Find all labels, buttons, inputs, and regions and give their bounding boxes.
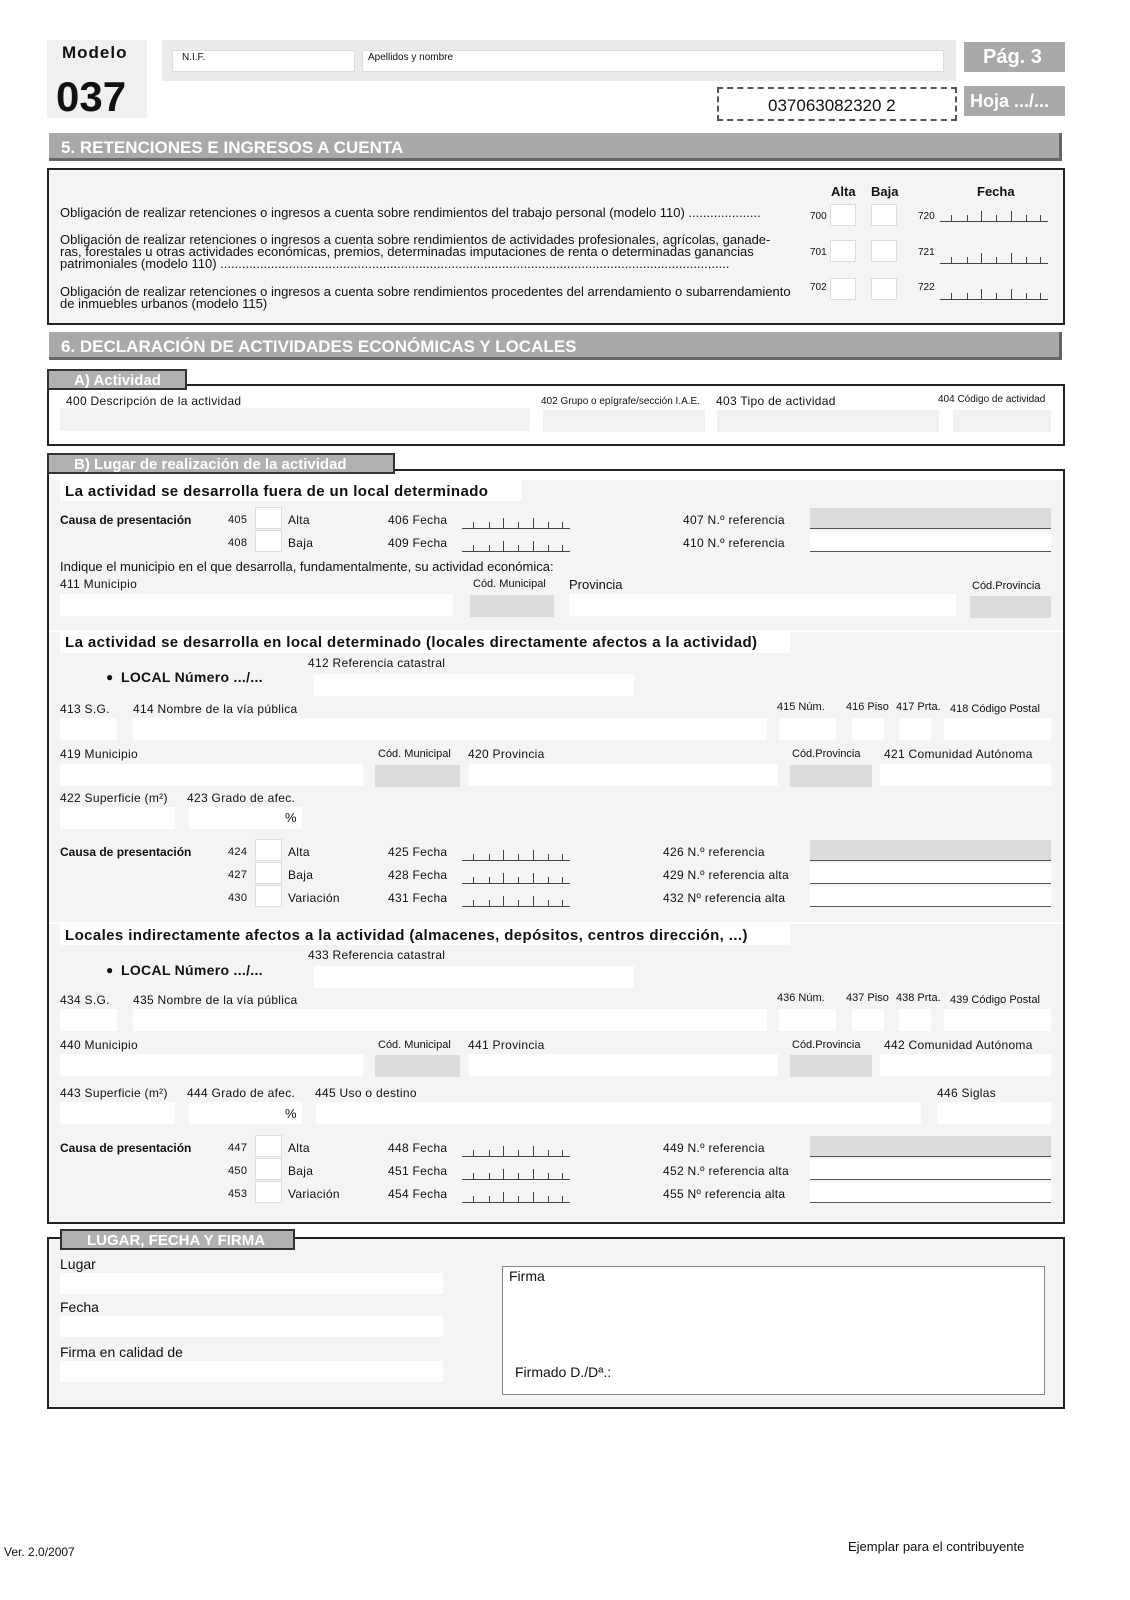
indir-codprov-field[interactable] [790, 1055, 872, 1077]
superficie-443-field[interactable] [60, 1102, 175, 1124]
descripcion-actividad-field[interactable] [60, 408, 530, 431]
baja-701-box[interactable] [871, 240, 897, 262]
local-codmun-field[interactable] [375, 765, 460, 787]
code-702: 702 [810, 282, 827, 293]
label-451: 451 Fecha [388, 1164, 448, 1178]
label-409: 409 Fecha [388, 536, 448, 550]
label-442: 442 Comunidad Autónoma [884, 1038, 1033, 1052]
piso-416-field[interactable] [852, 718, 884, 740]
fuera-alta: Alta [288, 513, 310, 527]
codigo-actividad-field[interactable] [953, 410, 1051, 432]
sg-413-field[interactable] [60, 718, 117, 740]
label-448: 448 Fecha [388, 1141, 448, 1155]
label-444: 444 Grado de afec. [187, 1086, 296, 1100]
alta-700-box[interactable] [830, 204, 856, 226]
fecha-451-field[interactable] [462, 1168, 570, 1180]
firma-tab: LUGAR, FECHA Y FIRMA [60, 1229, 295, 1250]
uso-445-field[interactable] [316, 1102, 921, 1124]
referencia-452-field[interactable] [810, 1159, 1051, 1180]
label-415: 415 Núm. [777, 701, 825, 713]
fecha-409-field[interactable] [462, 540, 570, 552]
fuera-prov-label: Provincia [569, 577, 623, 592]
sec5-baja-header: Baja [871, 184, 899, 199]
alta-701-box[interactable] [830, 240, 856, 262]
label-425: 425 Fecha [388, 845, 448, 859]
municipio-419-field[interactable] [60, 764, 363, 786]
code-700: 700 [810, 211, 827, 222]
indir-causa: Causa de presentación [60, 1141, 192, 1155]
ref-catastral-433-field[interactable] [314, 966, 634, 988]
label-431: 431 Fecha [388, 891, 448, 905]
label-418: 418 Código Postal [950, 703, 1040, 715]
label-445: 445 Uso o destino [315, 1086, 417, 1100]
firmado-label: Firmado D./Dª.: [515, 1364, 612, 1380]
label-404: 404 Código de actividad [938, 394, 1046, 405]
referencia-432-field[interactable] [810, 886, 1051, 907]
comunidad-421-field[interactable] [880, 764, 1051, 786]
cp-418-field[interactable] [944, 718, 1051, 740]
prta-417-field[interactable] [899, 718, 931, 740]
indir-alta: Alta [288, 1141, 310, 1155]
pag-text: Pág. 3 [983, 46, 1042, 68]
indir-variacion: Variación [288, 1187, 340, 1201]
referencia-449-field[interactable] [810, 1136, 1051, 1157]
label-417: 417 Prta. [896, 701, 941, 713]
local-codprov-label: Cód.Provincia [792, 748, 861, 760]
label-419: 419 Municipio [60, 747, 138, 761]
code-721: 721 [918, 247, 935, 258]
code-408: 408 [228, 537, 248, 549]
fecha-425-field[interactable] [462, 849, 570, 861]
indir-bullet-icon: ● [106, 963, 114, 977]
superficie-422-field[interactable] [60, 807, 175, 829]
check-447[interactable] [255, 1135, 282, 1157]
label-429: 429 N.º referencia alta [663, 868, 790, 882]
code-453: 453 [228, 1188, 248, 1200]
sec5-row1-text: Obligación de realizar retenciones o ingresos a cuenta sobre rendimientos del trabajo personal (modelo 110) .................... [60, 205, 761, 220]
code-424: 424 [228, 846, 248, 858]
local-baja: Baja [288, 868, 314, 882]
fuera-codmun-field[interactable] [470, 595, 554, 617]
indir-title: Locales indirectamente afectos a la actividad (almacenes, depósitos, centros dirección, ...) [65, 927, 748, 944]
local-num: LOCAL Número .../... [121, 669, 263, 685]
municipio-440-field[interactable] [60, 1054, 363, 1076]
check-408[interactable] [255, 530, 282, 552]
sec5-fecha-header: Fecha [977, 184, 1015, 199]
check-427[interactable] [255, 862, 282, 884]
fuera-indique: Indique el municipio en el que desarrolla, fundamentalmente, su actividad económica: [60, 559, 554, 574]
label-432: 432 Nº referencia alta [663, 891, 786, 905]
fecha-406-field[interactable] [462, 517, 570, 529]
fecha-721-field[interactable] [940, 252, 1048, 264]
label-400: 400 Descripción de la actividad [66, 394, 242, 408]
label-449: 449 N.º referencia [663, 1141, 765, 1155]
baja-702-box[interactable] [871, 278, 897, 300]
label-426: 426 N.º referencia [663, 845, 765, 859]
label-440: 440 Municipio [60, 1038, 138, 1052]
label-433: 433 Referencia catastral [308, 948, 446, 962]
cp-439-field[interactable] [944, 1009, 1051, 1031]
label-435: 435 Nombre de la vía pública [133, 993, 298, 1007]
label-411: 411 Municipio [60, 577, 138, 591]
label-416: 416 Piso [846, 701, 889, 713]
fecha-firma-field[interactable] [60, 1316, 443, 1337]
sec5-alta-header: Alta [831, 184, 856, 199]
sec5-title: 5. RETENCIONES E INGRESOS A CUENTA [49, 133, 1062, 161]
fecha-firma-label: Fecha [60, 1299, 99, 1315]
via-414-field[interactable] [133, 718, 767, 740]
piso-437-field[interactable] [852, 1009, 884, 1031]
indir-baja: Baja [288, 1164, 314, 1178]
local-alta: Alta [288, 845, 310, 859]
code-701: 701 [810, 247, 827, 258]
referencia-429-field[interactable] [810, 863, 1051, 884]
label-437: 437 Piso [846, 992, 889, 1004]
label-421: 421 Comunidad Autónoma [884, 747, 1033, 761]
modelo-label: Modelo [62, 43, 128, 62]
label-434: 434 S.G. [60, 993, 110, 1007]
label-423: 423 Grado de afec. [187, 791, 296, 805]
lugar-field[interactable] [60, 1273, 443, 1294]
via-435-field[interactable] [133, 1009, 767, 1031]
epigrafe-field[interactable] [543, 410, 705, 432]
label-452: 452 N.º referencia alta [663, 1164, 790, 1178]
label-441: 441 Provincia [468, 1038, 545, 1052]
alta-702-box[interactable] [830, 278, 856, 300]
referencia-407-field[interactable] [810, 508, 1051, 529]
version-text: Ver. 2.0/2007 [4, 1545, 75, 1559]
sec5-row3-line2: de inmuebles urbanos (modelo 115) [60, 296, 268, 311]
check-453[interactable] [255, 1181, 282, 1203]
referencia-410-field[interactable] [810, 532, 1051, 552]
label-439: 439 Código Postal [950, 994, 1040, 1006]
indir-codprov-label: Cód.Provincia [792, 1039, 861, 1051]
barcode-code: 037063082320 2 [768, 96, 896, 115]
fuera-title: La actividad se desarrolla fuera de un local determinado [65, 483, 489, 500]
check-405[interactable] [255, 507, 282, 529]
local-causa: Causa de presentación [60, 845, 192, 859]
actividad-tab: A) Actividad [47, 369, 187, 390]
referencia-455-field[interactable] [810, 1182, 1051, 1203]
local-codmun-label: Cód. Municipal [378, 748, 451, 760]
label-436: 436 Núm. [777, 992, 825, 1004]
fuera-baja: Baja [288, 536, 314, 550]
code-447: 447 [228, 1142, 248, 1154]
label-446: 446 Siglas [937, 1086, 997, 1100]
local-variacion: Variación [288, 891, 340, 905]
code-427: 427 [228, 869, 248, 881]
label-422: 422 Superficie (m²) [60, 791, 168, 805]
label-414: 414 Nombre de la vía pública [133, 702, 298, 716]
check-430[interactable] [255, 885, 282, 907]
fecha-722-field[interactable] [940, 288, 1048, 300]
label-443: 443 Superficie (m²) [60, 1086, 168, 1100]
municipio-411-field[interactable] [60, 594, 453, 616]
label-412: 412 Referencia catastral [308, 656, 446, 670]
label-407: 407 N.º referencia [683, 513, 785, 527]
modelo-number: 037 [56, 73, 127, 120]
label-428: 428 Fecha [388, 868, 448, 882]
sec5-row2-line1: Obligación de realizar retenciones o ingresos a cuenta sobre rendimientos de actividades profesionales, agrícolas, ganade- [60, 232, 771, 247]
fuera-codprov-label: Cód.Provincia [972, 580, 1041, 592]
num-415-field[interactable] [779, 718, 836, 740]
siglas-446-field[interactable] [937, 1102, 1051, 1124]
label-455: 455 Nº referencia alta [663, 1187, 786, 1201]
referencia-426-field[interactable] [810, 840, 1051, 861]
tipo-actividad-field[interactable] [717, 410, 939, 432]
fecha-448-field[interactable] [462, 1145, 570, 1157]
check-424[interactable] [255, 839, 282, 861]
hoja-text: Hoja .../... [970, 91, 1050, 111]
indir-codmun-label: Cód. Municipal [378, 1039, 451, 1051]
fecha-720-field[interactable] [940, 210, 1048, 222]
firma-label: Firma [509, 1268, 545, 1284]
indir-pct: % [285, 1106, 297, 1121]
code-722: 722 [918, 282, 935, 293]
calidad-field[interactable] [60, 1361, 443, 1382]
fecha-454-field[interactable] [462, 1191, 570, 1203]
code-430: 430 [228, 892, 248, 904]
comunidad-442-field[interactable] [880, 1054, 1051, 1076]
label-420: 420 Provincia [468, 747, 545, 761]
ref-catastral-412-field[interactable] [314, 674, 634, 696]
baja-700-box[interactable] [871, 204, 897, 226]
sg-434-field[interactable] [60, 1009, 117, 1031]
prta-438-field[interactable] [899, 1009, 931, 1031]
label-406: 406 Fecha [388, 513, 448, 527]
check-450[interactable] [255, 1158, 282, 1180]
label-403: 403 Tipo de actividad [716, 394, 836, 408]
label-438: 438 Prta. [896, 992, 941, 1004]
sec5-row2-line3: patrimoniales (modelo 110) ............................................................................................................................................. [60, 256, 730, 271]
label-413: 413 S.G. [60, 702, 110, 716]
label-410: 410 N.º referencia [683, 536, 785, 550]
num-436-field[interactable] [779, 1009, 836, 1031]
indir-codmun-field[interactable] [375, 1055, 460, 1077]
fuera-prov-field[interactable] [569, 594, 956, 616]
code-405: 405 [228, 514, 248, 526]
calidad-label: Firma en calidad de [60, 1344, 183, 1360]
local-title: La actividad se desarrolla en local determinado (locales directamente afectos a la actividad) [65, 634, 758, 651]
fecha-431-field[interactable] [462, 895, 570, 907]
provincia-441-field[interactable] [469, 1054, 778, 1076]
nombre-label: Apellidos y nombre [368, 52, 454, 63]
indir-num: LOCAL Número .../... [121, 962, 263, 978]
ejemplar-text: Ejemplar para el contribuyente [848, 1539, 1025, 1554]
fuera-causa: Causa de presentación [60, 513, 192, 527]
provincia-420-field[interactable] [469, 764, 778, 786]
local-bullet-icon: ● [106, 670, 114, 684]
sec5-row3-line1: Obligación de realizar retenciones o ingresos a cuenta sobre rendimientos procedentes del arrendamiento o subarrendamiento [60, 284, 791, 299]
local-pct: % [285, 810, 297, 825]
fuera-codmun-label: Cód. Municipal [473, 578, 546, 590]
fuera-codprov-field[interactable] [970, 596, 1051, 618]
lugar-label: Lugar [60, 1256, 96, 1272]
code-720: 720 [918, 211, 935, 222]
local-codprov-field[interactable] [790, 765, 872, 787]
sec5-row2-line2: ras, forestales u otras actividades económicas, premios, determinadas imputaciones de renta o determinadas ganancias [60, 244, 754, 259]
fecha-428-field[interactable] [462, 872, 570, 884]
code-450: 450 [228, 1165, 248, 1177]
label-454: 454 Fecha [388, 1187, 448, 1201]
nif-label: N.I.F. [182, 52, 206, 63]
sec6-title: 6. DECLARACIÓN DE ACTIVIDADES ECONÓMICAS Y LOCALES [49, 332, 1062, 360]
lugar-tab: B) Lugar de realización de la actividad [47, 453, 395, 474]
label-402: 402 Grupo o epígrafe/sección I.A.E. [541, 396, 700, 407]
